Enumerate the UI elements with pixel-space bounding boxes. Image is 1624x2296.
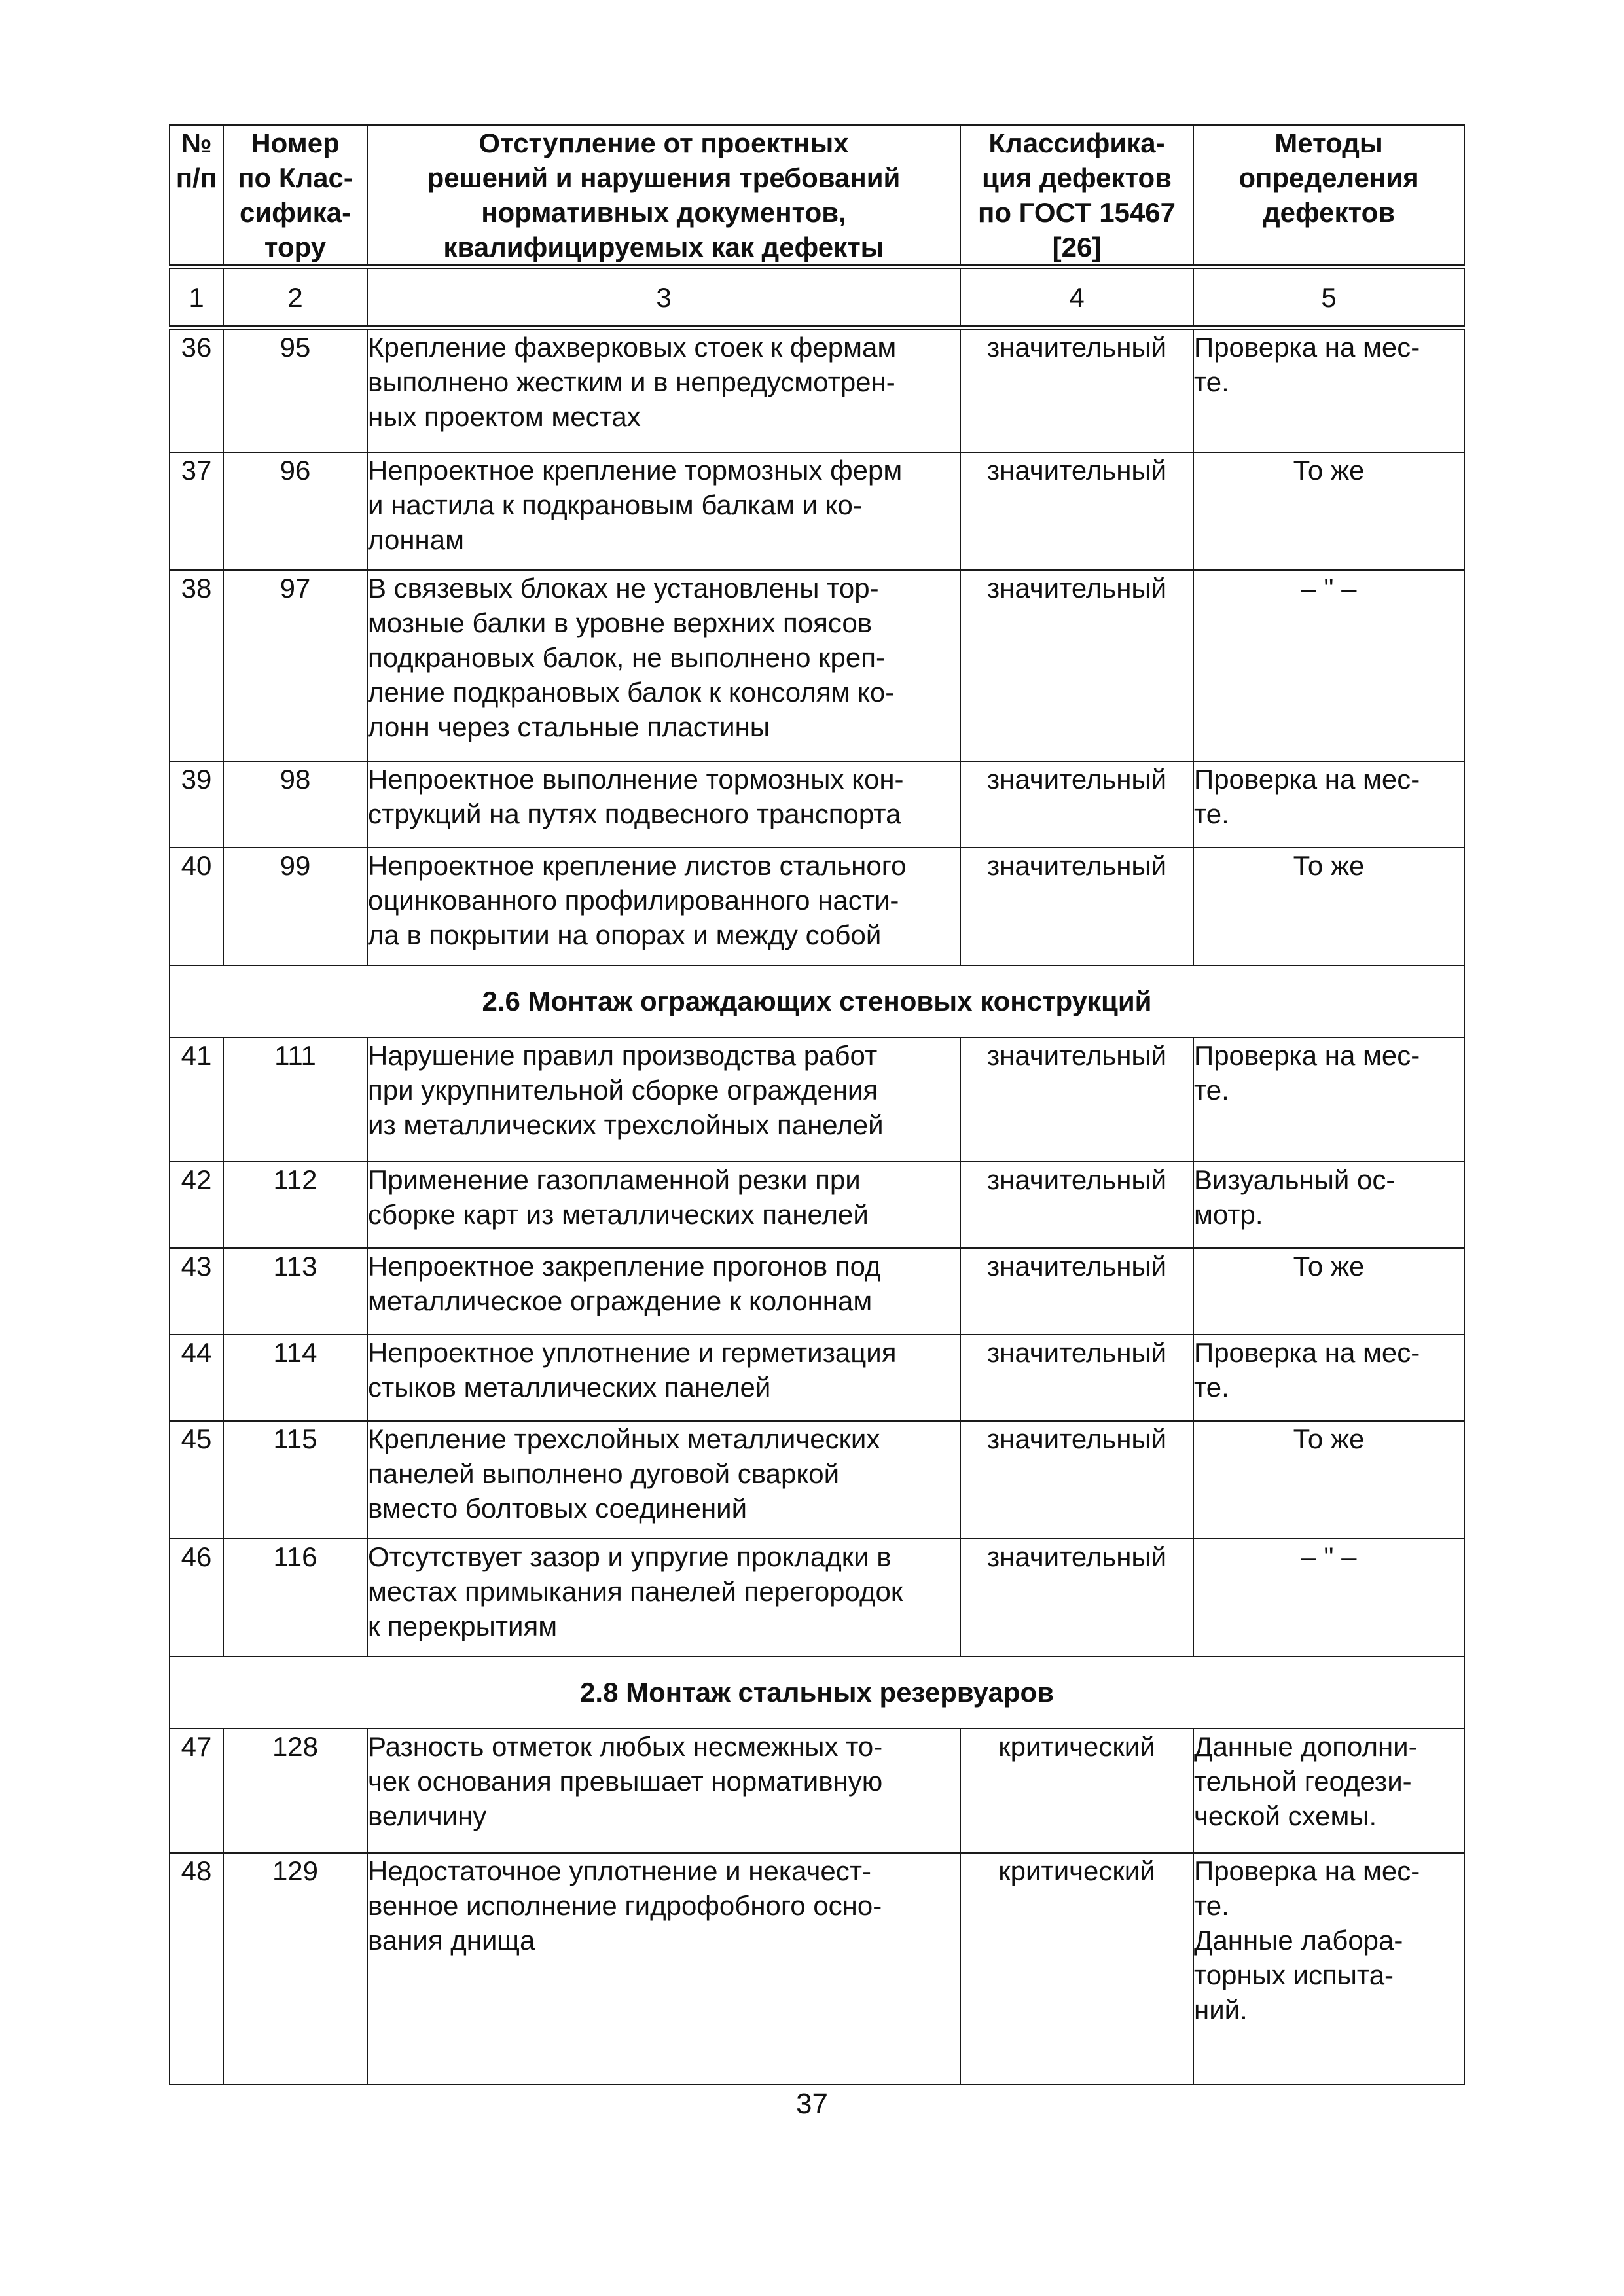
defect-description: Крепление трехслойных металлических панелей выполнено дуговой сваркой вместо болтовых соединений [367,1421,960,1539]
defect-classification: значительный [960,1539,1193,1657]
defect-description: В связевых блоках не установлены тор- мозные балки в уровне верхних поясов подкрановых балок, не выполнено креп- ление подкрановых балок к консолям ко- лонн через стальные пластины [367,570,960,761]
classifier-code: 113 [223,1248,367,1335]
row-number: 41 [170,1037,223,1162]
header-methods: Методы определения дефектов [1238,128,1419,228]
classifier-code: 95 [223,328,367,452]
classifier-code: 96 [223,452,367,570]
detection-method: То же [1193,452,1464,570]
row-number: 40 [170,848,223,965]
section-title-steel-tanks: 2.8 Монтаж стальных резервуаров [170,1657,1464,1729]
row-number: 44 [170,1335,223,1421]
table-row [170,452,1464,570]
defect-description: Недостаточное уплотнение и некачест- венное исполнение гидрофобного осно- вания днища [367,1853,960,2085]
table-row [170,1729,1464,1853]
section-row [170,965,1464,1037]
table-row [170,328,1464,452]
defect-classification: значительный [960,1162,1193,1248]
table-row [170,1037,1464,1162]
header-classification: Классифика- ция дефектов по ГОСТ 15467 [26] [977,128,1176,262]
defect-description: Отсутствует зазор и упругие прокладки в местах примыкания панелей перегородок к перекрытиям [367,1539,960,1657]
defect-classification: критический [960,1729,1193,1853]
detection-method: Проверка на мес- те. Данные лабора- торных испыта- ний. [1193,1853,1464,2085]
table-row [170,1248,1464,1335]
detection-method: Проверка на мес- те. [1193,1335,1464,1421]
defect-description: Крепление фахверковых стоек к фермам выполнено жестким и в непредусмотрен- ных проектом местах [367,328,960,452]
detection-method: Проверка на мес- те. [1193,1037,1464,1162]
defect-classification: значительный [960,848,1193,965]
row-number: 36 [170,328,223,452]
detection-method: Проверка на мес- те. [1193,761,1464,848]
rows-group-a [170,328,1464,965]
header-deviation: Отступление от проектных решений и нарушения требований нормативных документов, квалифицируемых как дефекты [427,128,901,262]
detection-method: Данные дополни- тельной геодези- ческой схемы. [1193,1729,1464,1853]
section-title-wall-structures: 2.6 Монтаж ограждающих стеновых конструкций [170,965,1464,1037]
classifier-code: 97 [223,570,367,761]
table-row [170,1335,1464,1421]
defect-description: Непроектное крепление тормозных ферм и настила к подкрановым балкам и ко- лоннам [367,452,960,570]
header-row-number: № п/п [175,128,217,193]
column-numbers-row [170,267,1464,328]
page-number: 37 [796,2088,828,2120]
row-number: 46 [170,1539,223,1657]
column-number: 4 [960,267,1193,328]
detection-method: Визуальный ос- мотр. [1193,1162,1464,1248]
defect-classification: значительный [960,452,1193,570]
defect-description: Непроектное выполнение тормозных кон- струкций на путях подвесного транспорта [367,761,960,848]
defect-description: Нарушение правил производства работ при укрупнительной сборке ограждения из металлических трехслойных панелей [367,1037,960,1162]
defect-classification: критический [960,1853,1193,2085]
header-cell [367,125,960,267]
header-cell [1193,125,1464,267]
column-number: 1 [170,267,223,328]
defect-classification: значительный [960,1421,1193,1539]
row-number: 38 [170,570,223,761]
defect-classification: значительный [960,570,1193,761]
table-row [170,1421,1464,1539]
classifier-code: 112 [223,1162,367,1248]
header-cell [223,125,367,267]
detection-method: То же [1193,848,1464,965]
row-number: 47 [170,1729,223,1853]
defect-classification: значительный [960,1335,1193,1421]
section-row [170,1657,1464,1729]
header-cell [170,125,223,267]
detection-method: – " – [1193,1539,1464,1657]
rows-group-c [170,1729,1464,2085]
table-row [170,848,1464,965]
row-number: 42 [170,1162,223,1248]
column-number: 3 [367,267,960,328]
classifier-code: 111 [223,1037,367,1162]
table-row [170,1853,1464,2085]
table-header [170,125,1464,267]
row-number: 43 [170,1248,223,1335]
defect-description: Разность отметок любых несмежных то- чек основания превышает нормативную величину [367,1729,960,1853]
classifier-code: 98 [223,761,367,848]
detection-method: Проверка на мес- те. [1193,328,1464,452]
defect-description: Непроектное закрепление прогонов под металлическое ограждение к колоннам [367,1248,960,1335]
defect-description: Применение газопламенной резки при сборке карт из металлических панелей [367,1162,960,1248]
detection-method: То же [1193,1421,1464,1539]
table-row [170,570,1464,761]
table-row [170,1539,1464,1657]
defect-classification: значительный [960,761,1193,848]
column-number: 5 [1193,267,1464,328]
classifier-code: 99 [223,848,367,965]
defects-table [169,124,1465,2085]
defect-classification: значительный [960,1037,1193,1162]
classifier-code: 116 [223,1539,367,1657]
row-number: 48 [170,1853,223,2085]
defect-description: Непроектное уплотнение и герметизация стыков металлических панелей [367,1335,960,1421]
classifier-code: 115 [223,1421,367,1539]
classifier-code: 129 [223,1853,367,2085]
defect-description: Непроектное крепление листов стального оцинкованного профилированного насти- ла в покрытии на опорах и между собой [367,848,960,965]
row-number: 37 [170,452,223,570]
row-number: 39 [170,761,223,848]
table-row [170,761,1464,848]
table-row [170,1162,1464,1248]
defect-classification: значительный [960,1248,1193,1335]
header-cell [960,125,1193,267]
classifier-code: 114 [223,1335,367,1421]
defect-classification: значительный [960,328,1193,452]
detection-method: То же [1193,1248,1464,1335]
detection-method: – " – [1193,570,1464,761]
column-number: 2 [223,267,367,328]
row-number: 45 [170,1421,223,1539]
classifier-code: 128 [223,1729,367,1853]
header-classifier-number: Номер по Клас- сифика- тору [238,128,353,262]
rows-group-b [170,1037,1464,1657]
